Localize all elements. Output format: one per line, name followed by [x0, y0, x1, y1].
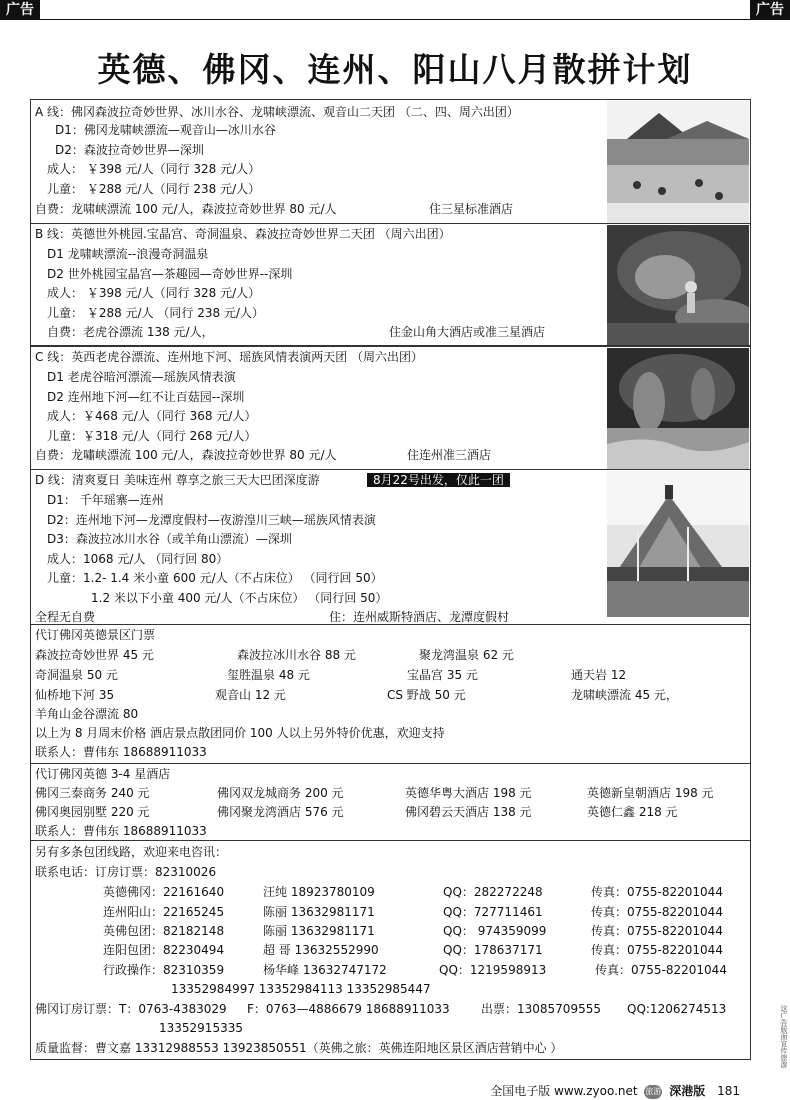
route-b-box	[30, 223, 751, 346]
tickets-box	[30, 624, 751, 764]
page-footer	[490, 1082, 740, 1099]
route-d-heading: D 线：清爽夏日 美味连州 尊享之旅三天大巴团深度游	[35, 473, 320, 487]
route-b-extra: 自费：老虎谷漂流 138 元/人，	[47, 325, 214, 339]
contact-row-person: 杨华峰 13632747172	[263, 963, 387, 977]
route-a-adult-price: 成人： ￥398 元/人（同行 328 元/人）	[47, 162, 261, 176]
contact-row-person: 汪纯 18923780109	[263, 885, 375, 899]
contact-row-fax: 传真：0755-82201044	[591, 943, 723, 957]
hotel-item: 佛冈三泰商务 240 元	[35, 786, 150, 800]
contacts-mobiles: 13352984997 13352984113 13352985447	[171, 982, 431, 996]
fogang-qq: QQ:1206274513	[627, 1002, 727, 1016]
route-d-day1: D1： 千年瑶寨—连州	[47, 493, 164, 507]
top-rule	[0, 19, 790, 20]
route-b-hotel: 住金山角大酒店或准三星酒店	[389, 325, 546, 339]
hotel-item: 佛冈聚龙湾酒店 576 元	[217, 805, 344, 819]
route-c-adult-price: 成人：￥468 元/人（同行 368 元/人）	[47, 409, 257, 423]
route-c-hotel: 住连州准三酒店	[407, 448, 492, 462]
route-b-photo	[607, 225, 749, 345]
ad-tag-left: 广告	[0, 0, 40, 20]
hotel-item: 英德华粤大酒店 198 元	[405, 786, 532, 800]
contact-row-office: 英德佛冈：22161640	[103, 885, 225, 899]
departure-badge-text: 8月22号出发，仅此一团	[367, 473, 510, 487]
contact-row-person: 超 哥 13632552990	[263, 943, 379, 957]
ticket-item: 宝晶宫 35 元	[407, 668, 478, 682]
ticket-item: 通天岩 12	[571, 668, 627, 682]
hotel-item: 佛冈碧云天酒店 138 元	[405, 805, 532, 819]
zyoo-logo-icon: 旅游	[644, 1085, 662, 1099]
route-a-hotel: 住三星标准酒店	[429, 202, 514, 216]
contact-row-qq: QQ：1219598913	[439, 963, 547, 977]
ticket-item: 羊角山金谷漂流 80	[35, 707, 139, 721]
fogang-fax: F：0763—4886679 18688911033	[247, 1002, 450, 1016]
contact-row-qq: QQ：727711461	[443, 905, 543, 919]
contact-row-office: 连阳包团：82230494	[103, 943, 225, 957]
page-number: 181	[717, 1084, 740, 1098]
route-c-child-price: 儿童：￥318 元/人（同行 268 元/人）	[47, 429, 257, 443]
hotels-contact: 联系人：曹伟东 18688911033	[35, 824, 207, 838]
route-a-photo	[607, 101, 749, 223]
hotels-heading: 代订佛冈英德 3-4 星酒店	[35, 767, 171, 781]
contact-row-office: 连州阳山：22165245	[103, 905, 225, 919]
tickets-heading: 代订佛冈英德景区门票	[35, 628, 156, 642]
contact-row-person: 陈丽 13632981171	[263, 905, 375, 919]
route-d-hotel: 住：连州威斯特酒店、龙潭度假村	[329, 610, 510, 624]
contact-row-qq: QQ： 974359099	[443, 924, 547, 938]
contact-row-office: 英佛包团：82182148	[103, 924, 225, 938]
hotels-box	[30, 763, 751, 841]
route-d-child-price-2: 1.2 米以下小童 400 元/人（不占床位） （同行回 50）	[91, 591, 388, 605]
hotel-item: 英德新皇朝酒店 198 元	[587, 786, 714, 800]
contact-row-person: 陈丽 13632981171	[263, 924, 375, 938]
contact-row-fax: 传真：0755-82201044	[595, 963, 727, 977]
ticket-item: 奇洞温泉 50 元	[35, 668, 118, 682]
quality-supervision: 质量监督：曹文嘉 13312988553 13923850551（英佛之旅：英佛连阳地区景区酒店营销中心 ）	[35, 1041, 563, 1055]
ticket-item: 森波拉冰川水谷 88 元	[237, 648, 356, 662]
ticket-item: 仙桥地下河 35	[35, 688, 115, 702]
route-d-day2: D2：连州地下河—龙潭度假村—夜游湟川三峡—瑶族风情表演	[47, 513, 376, 527]
ticket-item: CS 野战 50 元	[387, 688, 466, 702]
ticket-item: 观音山 12 元	[215, 688, 286, 702]
route-d-child-price-1: 儿童：1.2- 1.4 米小童 600 元/人（不占床位） （同行回 50）	[47, 571, 383, 585]
footer-website: 全国电子版 www.zyoo.net	[490, 1084, 638, 1098]
page-title: 英德、佛冈、连州、阳山八月散拼计划	[97, 50, 693, 89]
side-note: 这广告版面宣传旅游	[780, 1005, 788, 1068]
ticket-item: 龙啸峡漂流 45 元，	[571, 688, 678, 702]
route-c-day1: D1 老虎谷暗河漂流—瑶族风情表演	[47, 370, 236, 384]
contact-row-office: 行政操作：82310359	[103, 963, 225, 977]
contact-row-qq: QQ：282272248	[443, 885, 543, 899]
route-c-extra: 自费：龙嘯峡漂流 100 元/人，森波拉奇妙世界 80 元/人	[35, 448, 337, 462]
contacts-box	[30, 840, 751, 1060]
hotel-item: 佛冈奥园别墅 220 元	[35, 805, 150, 819]
route-a-heading: A 线：佛冈森波拉奇妙世界、冰川水谷、龙啸峡漂流、观音山二天团 （二、四、周六出团）	[35, 105, 519, 119]
route-d-day3: D3：森波拉冰川水谷（或羊角山漂流）—深圳	[47, 532, 292, 546]
route-b-day1: D1 龙啸峡漂流--浪漫奇洞温泉	[47, 247, 209, 261]
route-a-box	[30, 99, 751, 224]
hotel-item: 英德仁鑫 218 元	[587, 805, 678, 819]
fogang-mobile: 13352915335	[159, 1021, 243, 1035]
contact-row-qq: QQ：178637171	[443, 943, 543, 957]
route-a-day1: D1：佛冈龙啸峡漂流—观音山—冰川水谷	[55, 123, 276, 137]
ticket-item: 聚龙湾温泉 62 元	[419, 648, 514, 662]
footer-edition: 深港版	[669, 1084, 706, 1098]
route-c-heading: C 线：英西老虎谷漂流、连州地下河、瑶族风情表演两天团 （周六出团）	[35, 350, 424, 364]
route-a-child-price: 儿童： ￥288 元/人（同行 238 元/人）	[47, 182, 261, 196]
route-b-day2: D2 世外桃园宝晶宫—茶趣园—奇妙世界--深圳	[47, 267, 293, 281]
route-d-extra: 全程无自费	[35, 610, 96, 624]
fogang-ticketing: 出票：13085709555	[481, 1002, 601, 1016]
route-b-child-price: 儿童： ￥288 元/人 （同行 238 元/人）	[47, 306, 264, 320]
ad-tag-right: 广告	[750, 0, 790, 20]
route-c-box	[30, 346, 751, 470]
contact-row-fax: 传真：0755-82201044	[591, 905, 723, 919]
fogang-booking: 佛冈订房订票：T：0763-4383029	[35, 1002, 227, 1016]
route-b-heading: B 线：英德世外桃园.宝晶宫、奇洞温泉、森波拉奇妙世界二天团 （周六出团）	[35, 227, 451, 241]
route-a-extra: 自费：龙啸峡漂流 100 元/人，森波拉奇妙世界 80 元/人	[35, 202, 337, 216]
route-d-box	[30, 469, 751, 625]
contacts-intro: 另有多条包团线路，欢迎来电咨讯：	[35, 845, 228, 859]
contact-row-fax: 传真：0755-82201044	[591, 885, 723, 899]
route-d-departure-badge	[367, 471, 510, 489]
route-b-adult-price: 成人： ￥398 元/人（同行 328 元/人）	[47, 286, 261, 300]
tickets-contact: 联系人：曹伟东 18688911033	[35, 745, 207, 759]
ticket-item: 玺胜温泉 48 元	[227, 668, 310, 682]
tickets-note: 以上为 8 月周末价格 酒店景点散团同价 100 人以上另外特价优惠，欢迎支持	[35, 726, 445, 740]
route-d-photo	[607, 471, 749, 617]
hotel-item: 佛冈双龙城商务 200 元	[217, 786, 344, 800]
route-a-day2: D2：森波拉奇妙世界—深圳	[55, 143, 204, 157]
route-d-adult-price: 成人：1068 元/人 （同行回 80）	[47, 552, 229, 566]
route-c-photo	[607, 348, 749, 469]
ticket-item: 森波拉奇妙世界 45 元	[35, 648, 154, 662]
contact-row-fax: 传真：0755-82201044	[591, 924, 723, 938]
contacts-phone: 联系电话：订房订票：82310026	[35, 865, 217, 879]
route-c-day2: D2 连州地下河—红不让百菇园--深圳	[47, 390, 245, 404]
